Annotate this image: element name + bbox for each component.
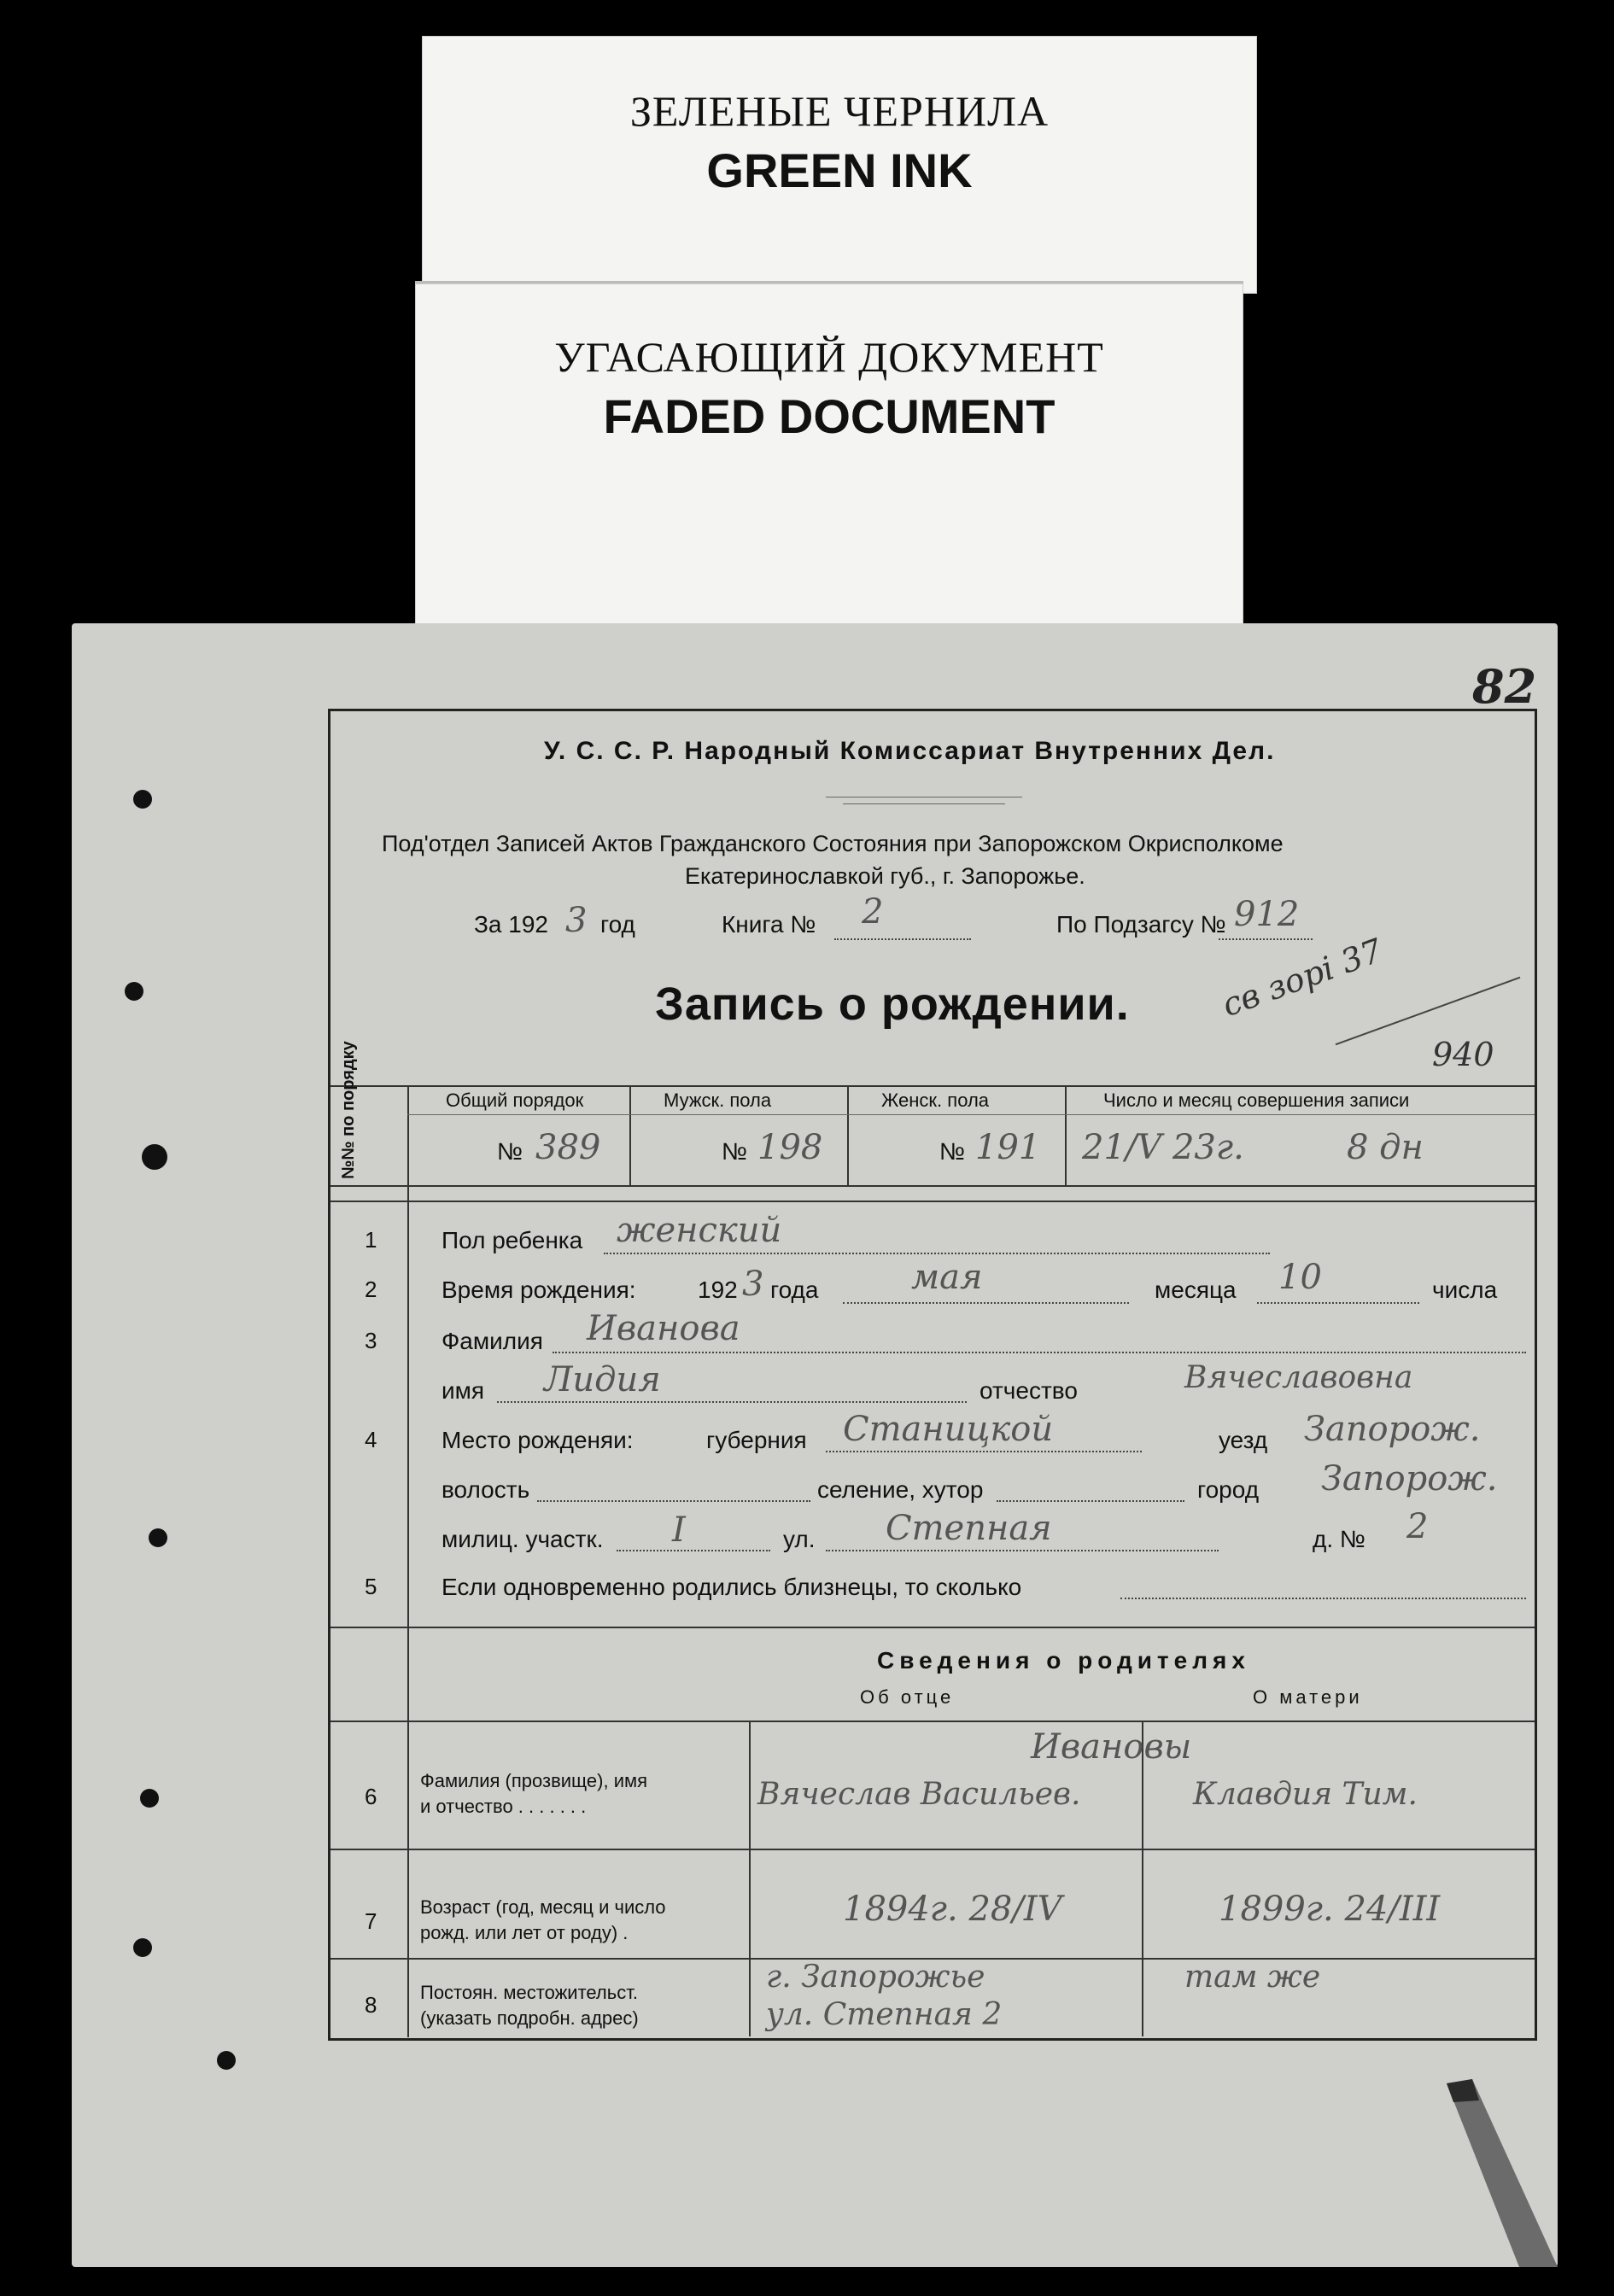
general-header: Общий порядок <box>446 1090 584 1111</box>
pen-icon <box>1438 2075 1558 2267</box>
province-label: губерния <box>706 1427 807 1453</box>
green-ink-card <box>422 36 1257 294</box>
date-hand: 21/V 23г. <box>1082 1128 1244 1167</box>
table-line <box>407 1085 409 2037</box>
age-label-1: Возраст (год, месяц и число <box>420 1896 666 1918</box>
mother-column: О матери <box>1253 1686 1363 1708</box>
father-column: Об отце <box>860 1686 955 1708</box>
day-label: числа <box>1432 1277 1498 1303</box>
table-line <box>629 1085 631 1185</box>
mother-address-hand: там же <box>1184 1960 1321 1995</box>
surname-label: Фамилия <box>442 1328 543 1354</box>
parent-name-label-2: и отчество . . . . . . . <box>420 1796 587 1817</box>
street-dots <box>826 1550 1219 1551</box>
table-line <box>330 1085 1535 1087</box>
militia-hand: I <box>672 1510 686 1550</box>
table-line <box>330 1185 1535 1187</box>
binding-hole <box>217 2051 236 2070</box>
surname-dots <box>553 1352 1526 1353</box>
table-line <box>1142 1721 1143 2036</box>
table-line <box>330 1849 1535 1850</box>
birth-year-label: 192 <box>698 1277 738 1303</box>
female-header: Женск. пола <box>881 1090 990 1111</box>
row-number: 4 <box>365 1427 377 1452</box>
mother-age-hand: 1899г. 24/III <box>1219 1890 1441 1929</box>
month-label: месяца <box>1155 1277 1237 1303</box>
seq-header: №№ по порядку <box>339 1041 358 1179</box>
date-hand-2: 8 дн <box>1347 1128 1424 1167</box>
house-hand: 2 <box>1406 1507 1429 1546</box>
twins-dots <box>1120 1598 1526 1599</box>
table-line <box>749 1721 751 2036</box>
province-hand: Станицкой <box>843 1410 1054 1449</box>
table-line <box>847 1085 849 1185</box>
faded-document-card <box>415 283 1243 625</box>
parents-heading: Сведения о родителях <box>877 1647 1250 1674</box>
book-label: Книга № <box>722 911 816 938</box>
birth-year-suffix: года <box>770 1277 819 1303</box>
patronymic-hand: Вячеславовна <box>1184 1360 1413 1395</box>
row-number: 7 <box>365 1908 377 1934</box>
street-label: ул. <box>783 1526 816 1552</box>
street-hand: Степная <box>886 1509 1052 1548</box>
male-hand: 198 <box>757 1128 823 1167</box>
margin-note: св зорі 37 <box>1217 931 1388 1025</box>
faded-ru: УГАСАЮЩИЙ ДОКУМЕНТ <box>554 333 1104 381</box>
book-dots <box>834 938 971 940</box>
general-hand: 389 <box>535 1128 601 1167</box>
female-no: № <box>939 1138 966 1165</box>
name-dots <box>497 1401 967 1403</box>
twins-label: Если одновременно родились близнецы, то сколько <box>442 1574 1022 1600</box>
sex-dots <box>604 1253 1270 1254</box>
book-hand: 2 <box>862 892 884 932</box>
day-dots <box>1257 1302 1419 1304</box>
address-label-2: (указать подробн. адрес) <box>420 2007 639 2029</box>
binding-hole <box>142 1144 167 1170</box>
sex-label: Пол ребенка <box>442 1227 583 1253</box>
city-hand: Запорож. <box>1321 1459 1498 1499</box>
birth-day-hand: 10 <box>1278 1258 1322 1297</box>
parents-surname-hand: Ивановы <box>1031 1727 1192 1767</box>
volost-label: волость <box>442 1476 530 1503</box>
binding-hole <box>133 790 152 809</box>
village-label: селение, хутор <box>817 1476 984 1503</box>
birth-record-form <box>328 709 1537 2041</box>
patronymic-label: отчество <box>980 1377 1078 1404</box>
row-number: 3 <box>365 1328 377 1353</box>
month-dots <box>843 1302 1129 1304</box>
militia-dots <box>617 1550 770 1551</box>
table-line <box>330 1721 1535 1722</box>
father-age-hand: 1894г. 28/IV <box>843 1890 1062 1929</box>
ministry-header: У. С. С. Р. Народный Комиссариат Внутренних Дел. <box>544 737 1276 765</box>
name-label: имя <box>442 1377 485 1404</box>
archive-sheet <box>72 623 1558 2267</box>
green-ink-ru: ЗЕЛЕНЫЕ ЧЕРНИЛА <box>629 87 1050 135</box>
year-hand: 3 <box>565 901 588 940</box>
name-hand: Лидия <box>544 1360 661 1399</box>
divider <box>843 803 1005 804</box>
father-address-hand-1: г. Запорожье <box>766 1960 985 1995</box>
table-line <box>1065 1085 1067 1185</box>
volost-dots <box>537 1500 810 1502</box>
subzags-label: По Подзагсу № <box>1056 911 1226 938</box>
birth-year-hand: 3 <box>742 1265 764 1304</box>
table-line <box>330 1201 1535 1202</box>
father-name-hand: Вячеслав Васильев. <box>757 1777 1081 1812</box>
subzags-dots <box>1219 938 1313 940</box>
surname-hand: Иванова <box>587 1309 740 1348</box>
year-label: За 192 <box>474 911 548 938</box>
village-dots <box>997 1500 1184 1502</box>
birth-month-hand: мая <box>911 1258 983 1297</box>
green-ink-en: GREEN INK <box>706 143 973 197</box>
corner-number: 82 <box>1472 659 1537 714</box>
male-header: Мужск. пола <box>664 1090 772 1111</box>
row-number: 2 <box>365 1277 377 1302</box>
male-no: № <box>722 1138 748 1165</box>
record-title: Запись о рождении. <box>655 979 1130 1030</box>
general-no: № <box>497 1138 523 1165</box>
province-dots <box>826 1451 1142 1452</box>
father-address-hand-2: ул. Степная 2 <box>766 1997 1003 2032</box>
faded-en: FADED DOCUMENT <box>603 389 1056 443</box>
mother-name-hand: Клавдия Тим. <box>1193 1777 1418 1812</box>
sex-hand: женский <box>617 1211 782 1250</box>
address-label-1: Постоян. местожительст. <box>420 1982 638 2003</box>
binding-hole <box>140 1789 159 1808</box>
row-number: 6 <box>365 1784 377 1809</box>
margin-number: 940 <box>1432 1036 1494 1073</box>
female-hand: 191 <box>975 1128 1041 1167</box>
district-hand: Запорож. <box>1304 1410 1481 1449</box>
row-number: 1 <box>365 1227 377 1253</box>
district-label: уезд <box>1219 1427 1268 1453</box>
table-line <box>407 1114 1535 1115</box>
binding-hole <box>133 1938 152 1957</box>
birthplace-label: Место рожденяи: <box>442 1427 634 1453</box>
row-number: 8 <box>365 1992 377 2018</box>
city-label: город <box>1197 1476 1260 1503</box>
binding-hole <box>149 1528 167 1547</box>
office-line-1: Под'отдел Записей Актов Гражданского Состояния при Запорожском Окрисполкоме <box>382 831 1284 856</box>
binding-hole <box>125 982 143 1001</box>
table-line <box>330 1627 1535 1628</box>
birth-time-label: Время рождения: <box>442 1277 636 1303</box>
date-header: Число и месяц совершения записи <box>1103 1090 1410 1111</box>
age-label-2: рожд. или лет от роду) . <box>420 1922 629 1943</box>
year-suffix: год <box>600 911 635 938</box>
parent-name-label-1: Фамилия (прозвище), имя <box>420 1770 648 1791</box>
row-number: 5 <box>365 1574 377 1599</box>
militia-label: милиц. участк. <box>442 1526 604 1552</box>
office-line-2: Екатеринославкой губ., г. Запорожье. <box>685 863 1085 889</box>
house-label: д. № <box>1313 1526 1365 1552</box>
subzags-hand: 912 <box>1234 895 1300 934</box>
